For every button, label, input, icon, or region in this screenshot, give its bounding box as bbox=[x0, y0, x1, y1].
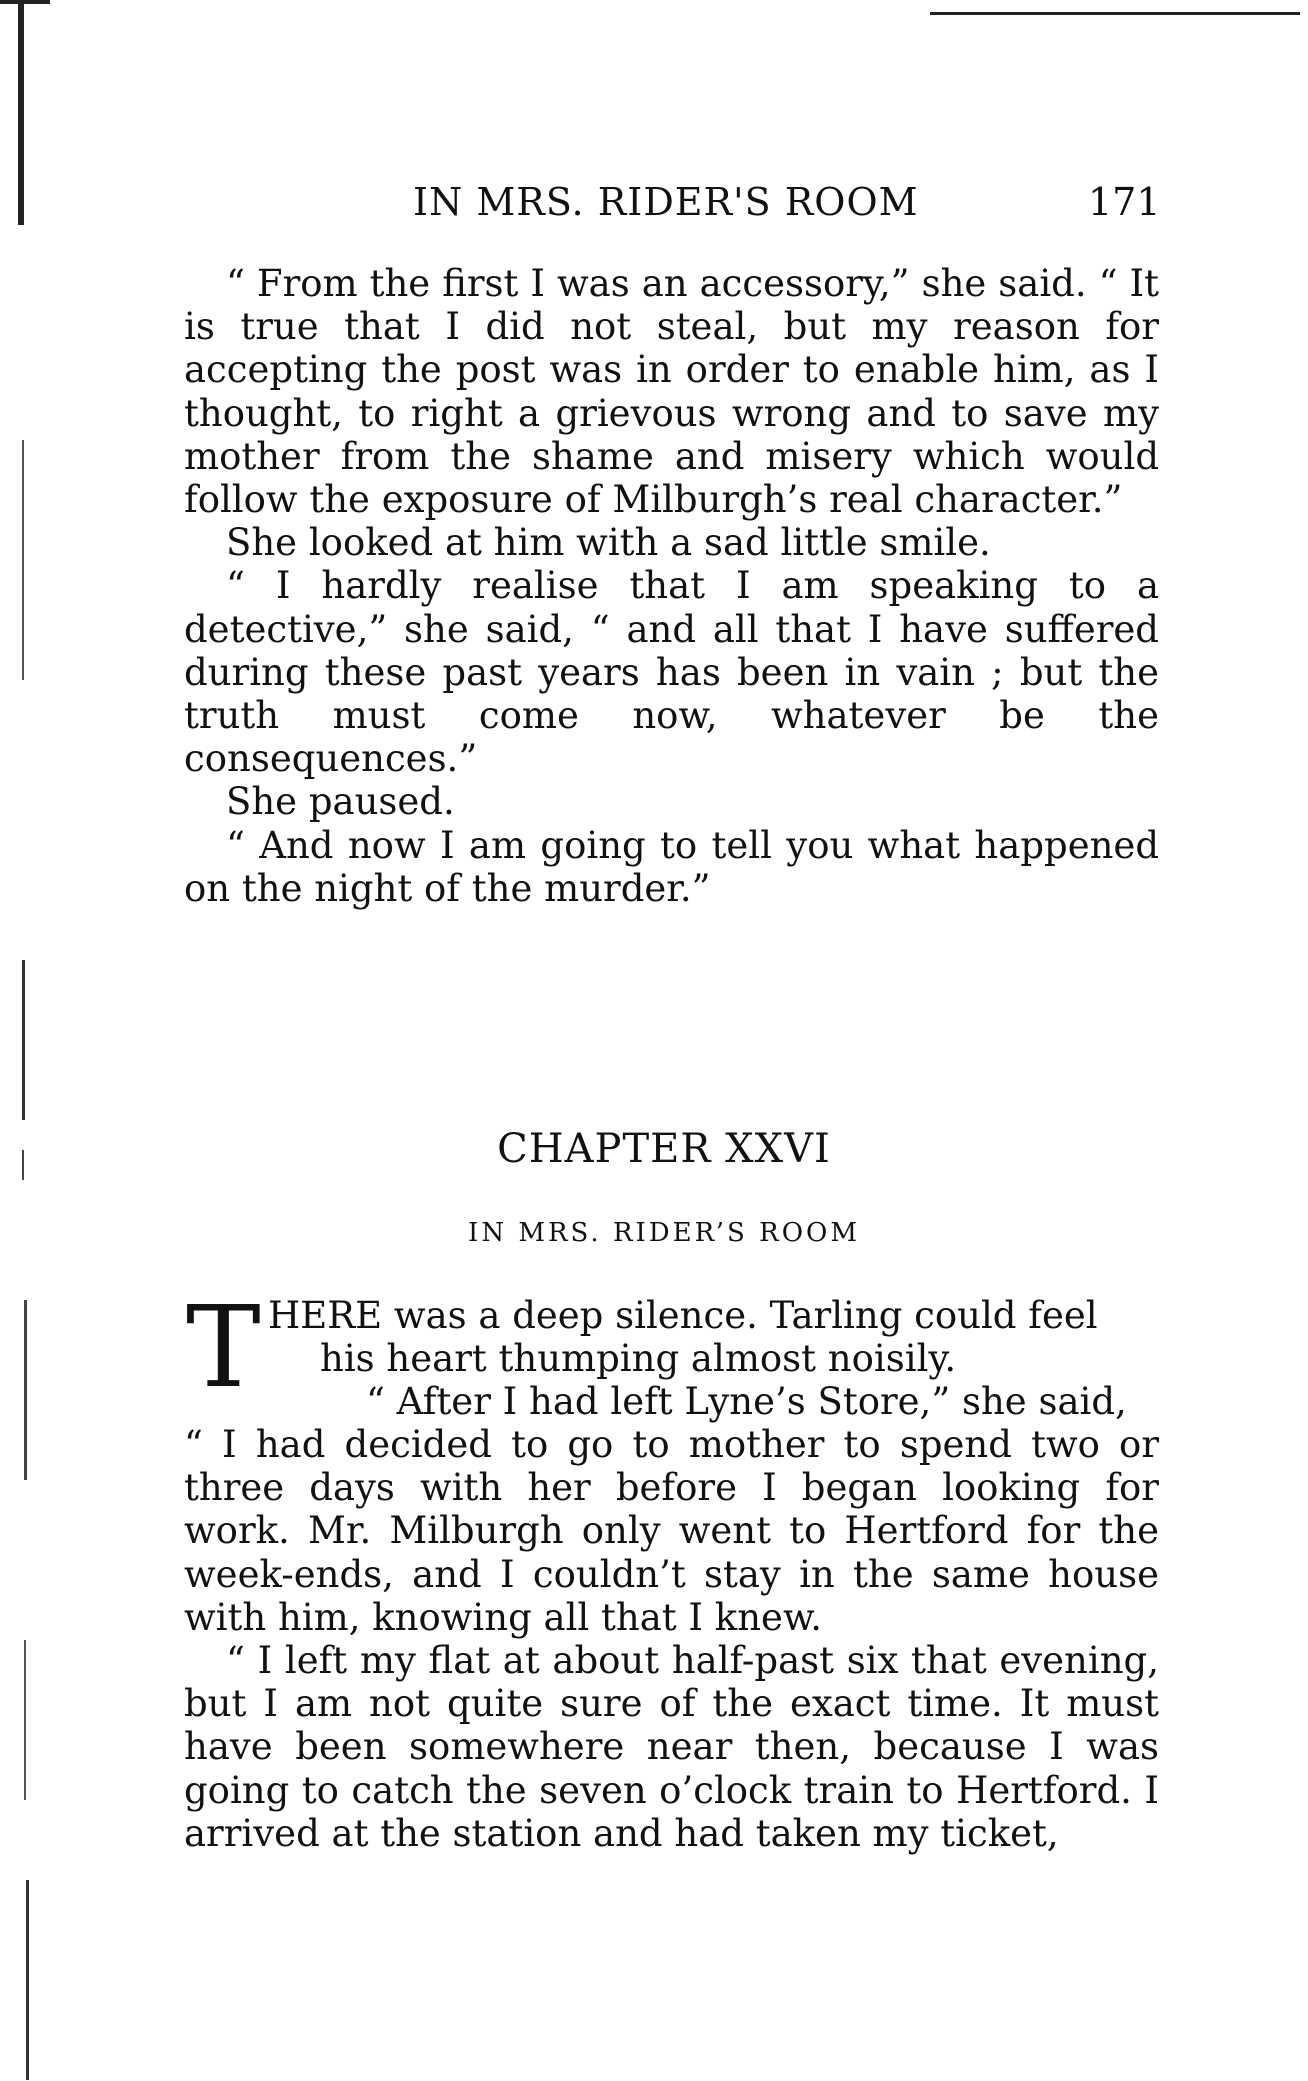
scan-edge-line bbox=[930, 12, 1300, 15]
paragraph: “ I had decided to go to mother to spend two or three days with her before I began looking for work. Mr. Milburgh only went to Hertford for the week-ends, and I couldn’t stay in the same house with him, knowing all that I knew. bbox=[184, 1423, 1159, 1639]
text-block-after-opening bbox=[184, 1423, 1159, 1855]
opening-line: HERE was a deep silence. Tarling could feel bbox=[268, 1294, 1098, 1337]
paragraph: She paused. bbox=[226, 780, 455, 824]
page-number: 171 bbox=[1088, 180, 1161, 224]
scan-edge-line bbox=[24, 1300, 27, 1480]
chapter-opening-lines bbox=[268, 1294, 1159, 1424]
scan-edge-line bbox=[22, 440, 24, 680]
paragraph: “ And now I am going to tell you what happened on the night of the murder.” bbox=[184, 823, 1159, 910]
scan-edge-line bbox=[26, 1880, 29, 2080]
chapter-title: CHAPTER XXVI bbox=[497, 1126, 831, 1172]
opening-line: his heart thumping almost noisily. bbox=[320, 1337, 957, 1381]
running-head: IN MRS. RIDER'S ROOM bbox=[413, 180, 919, 224]
paragraph: “ I left my flat at about half-past six that evening, but I am not quite sure of the exact time. It must have been somewhere near then, because I was going to catch the seven o’clock train to Hertford. I arrived at the station and had taken my ticket, bbox=[184, 1639, 1159, 1855]
opening-line: “ After I had left Lyne’s Store,” she said, bbox=[366, 1380, 1127, 1424]
paragraph: “ I hardly realise that I am speaking to a detective,” she said, “ and all that I have suffered during these past years has been in vain ; but the truth must come now, whatever be the consequences.” bbox=[184, 564, 1159, 781]
scan-edge-line bbox=[18, 0, 24, 225]
paragraph: She looked at him with a sad little smile. bbox=[226, 521, 991, 565]
scan-edge-line bbox=[22, 960, 25, 1120]
chapter-subtitle: IN MRS. RIDER’S ROOM bbox=[468, 1218, 860, 1248]
scan-edge-line bbox=[0, 0, 50, 4]
drop-cap: T bbox=[186, 1283, 261, 1413]
scan-edge-line bbox=[24, 1640, 26, 1800]
text-block-before-chapter bbox=[184, 262, 1159, 910]
paragraph: “ From the first I was an accessory,” she said. “ It is true that I did not steal, but my reason for accepting the post was in order to enable him, as I thought, to right a grievous wrong and to save my mother from the shame and misery which would follow the exposure of Milburgh’s real character.” bbox=[184, 262, 1159, 522]
